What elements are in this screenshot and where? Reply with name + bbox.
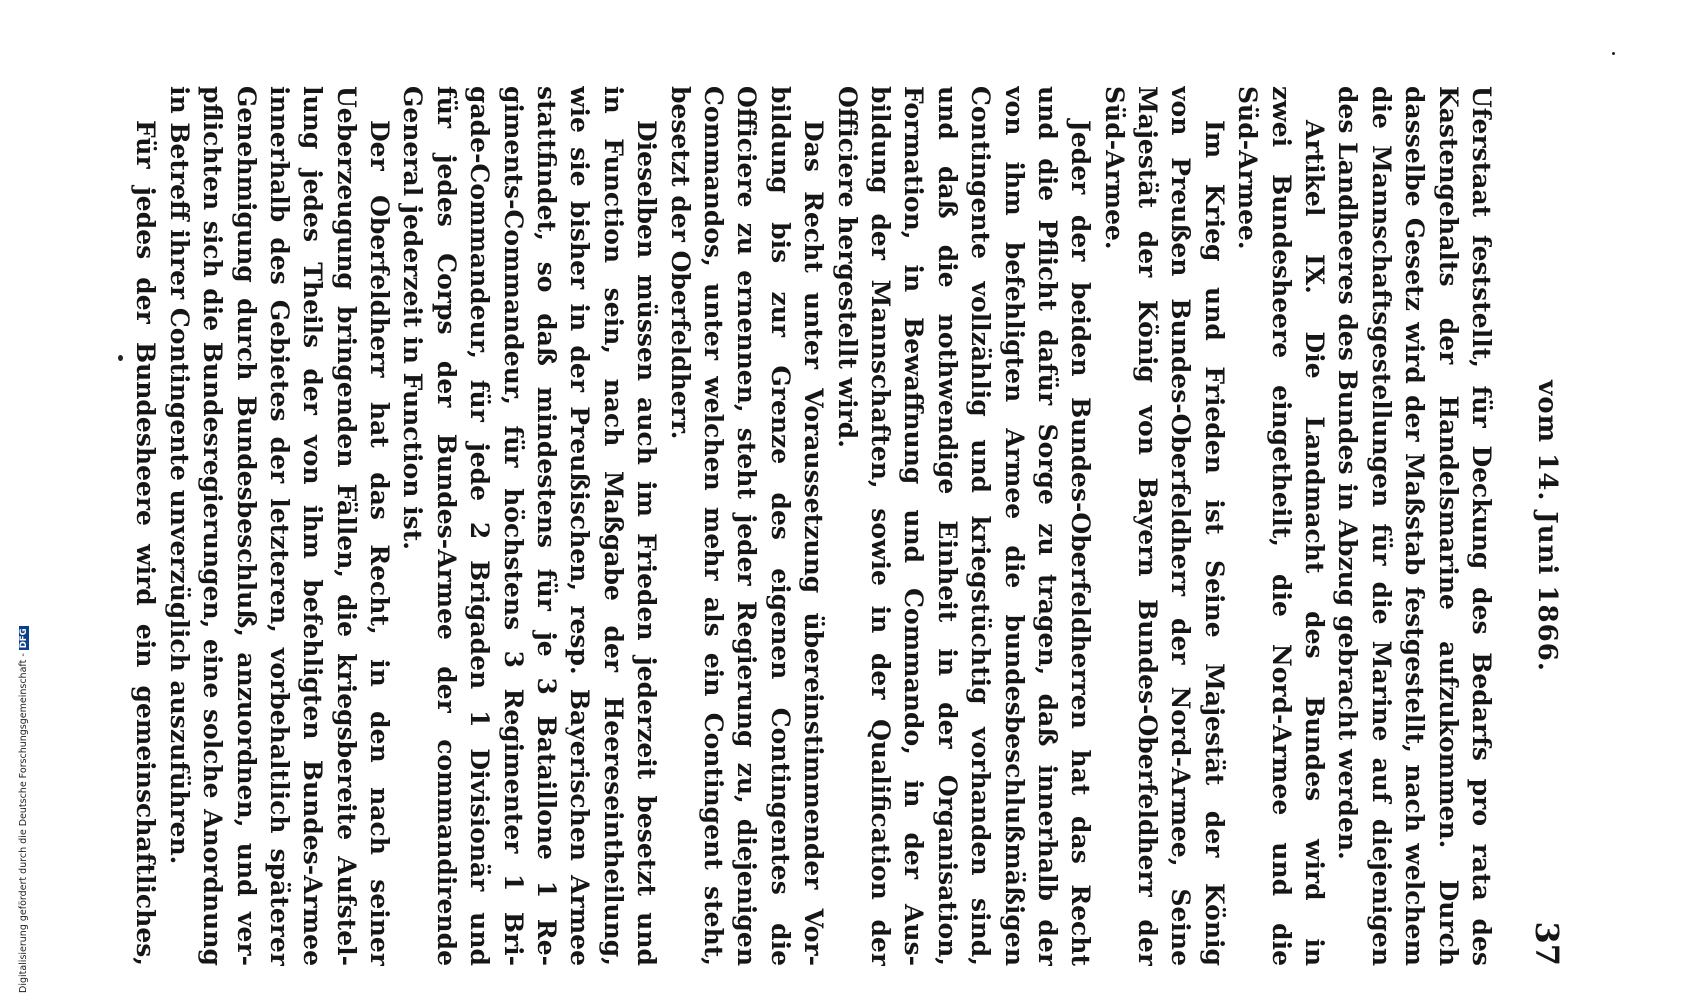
text-line: Uferstaat feststellt, für Deckung des Bedarfs pro rata des [1467, 86, 1496, 966]
text-line: Jeder der beiden Bundes-Oberfeldherren hat das Recht [1066, 120, 1096, 966]
text-line: Ueberzeugung bringenden Fällen, die kriegsbereite Aufstel- [331, 86, 361, 966]
text-line: Für jedes der Bundesheere wird ein gemeinschaftliches, [131, 120, 161, 966]
text-line: dasselbe Gesetz wird der Maßstab festgestellt, nach welchem [1400, 86, 1430, 966]
digitization-credit [18, 626, 29, 993]
text-line: stattfindet, so daß mindestens für je 3 Bataillone 1 Re- [532, 86, 562, 966]
text-line: von Preußen Bundes-Oberfeldherr der Nord-Armee, Seine [1166, 86, 1196, 966]
text-line: lung jedes Theils der von ihm befehligten Bundes-Armee [298, 86, 328, 966]
dfg-logo: DFG [19, 628, 29, 649]
text-line: Süd-Armee. [1099, 86, 1129, 250]
text-line: Süd-Armee. [1233, 86, 1263, 250]
text-line: für jedes Corps der Bundes-Armee der commandirende [431, 86, 461, 966]
text-line: Officiere zu ernennen, steht jeder Regierung zu, diejenigen [732, 86, 762, 966]
text-line: und die Pflicht dafür Sorge zu tragen, daß innerhalb der [1032, 86, 1062, 966]
text-line: Artikel IX. Die Landmacht des Bundes wird in [1300, 120, 1330, 966]
text-line: zwei Bundesheere eingetheilt, die Nord-Armee und die [1266, 86, 1296, 966]
scan-speck [1612, 52, 1615, 55]
text-line: in Function sein, nach Maßgabe der Heereseintheilung, [598, 86, 628, 966]
text-line: bildung bis zur Grenze des eigenen Contingentes die [765, 86, 795, 966]
text-line: Der Oberfeldherr hat das Recht, in den nach seiner [365, 120, 395, 966]
text-line: Dieselben müssen auch im Frieden jederzeit besetzt und [632, 120, 662, 966]
text-line: Contingente vollzählig und kriegstüchtig vorhanden sind, [966, 86, 996, 966]
text-line: Majestät der König von Bayern Bundes-Oberfeldherr der [1133, 86, 1163, 966]
text-line: Commandos, unter welchen mehr als ein Contingent steht, [699, 86, 729, 966]
text-line: giments-Commandeur, für höchstens 3 Regimenter 1 Bri- [498, 86, 528, 966]
text-line: in Betreff ihrer Contingente unverzüglich auszuführen. [164, 86, 194, 865]
text-line: die Mannschaftsgestellungen für die Marine auf diejenigen [1366, 86, 1396, 966]
text-line: von ihm befehligten Armee die bundesbeschlußmäßigen [999, 86, 1029, 966]
running-head [1510, 86, 1570, 966]
text-line: Das Recht unter Voraussetzung übereinstimmender Vor- [799, 120, 829, 966]
text-line: und daß die nothwendige Einheit in der Organisation, [932, 86, 962, 966]
scan-speck [118, 355, 123, 361]
page-number: 37 [1528, 921, 1566, 966]
text-line: Officiere hergestellt wird. [832, 86, 862, 448]
text-line: Formation, in Bewaffnung und Commando, in der Aus- [899, 86, 929, 966]
text-line: Genehmigung durch Bundesbeschluß, anzuordnen, und ver- [231, 86, 261, 966]
digitization-credit-text: Digitalisierung gefördert durch die Deutsche Forschungsgemeinschaft - [18, 653, 29, 993]
text-line: General jederzeit in Function ist. [398, 86, 428, 550]
text-line: gade-Commandeur, für jede 2 Brigaden 1 Divisionär und [465, 86, 495, 966]
text-line: innerhalb des Gebietes der letzteren, vorbehaltlich späterer [264, 86, 294, 966]
text-line: pflichten sich die Bundesregierungen, eine solche Anordnung [198, 86, 228, 966]
running-head-date: vom 14. Juni 1866. [1532, 380, 1562, 672]
text-line: des Landheeres des Bundes in Abzug gebracht werden. [1333, 86, 1363, 860]
text-line: wie sie bisher in der Preußischen, resp. Bayerischen Armee [565, 86, 595, 966]
rotated-text-page [131, 86, 1570, 966]
text-line: besetzt der Oberfeldherr. [665, 86, 695, 440]
text-line: Im Krieg und Frieden ist Seine Majestät der König [1199, 120, 1229, 966]
text-line: Kastengehalts der Handelsmarine aufzukommen. Durch [1433, 86, 1463, 966]
body-text [129, 86, 1498, 966]
text-line: bildung der Mannschaften, sowie in der Qualification der [865, 86, 895, 966]
